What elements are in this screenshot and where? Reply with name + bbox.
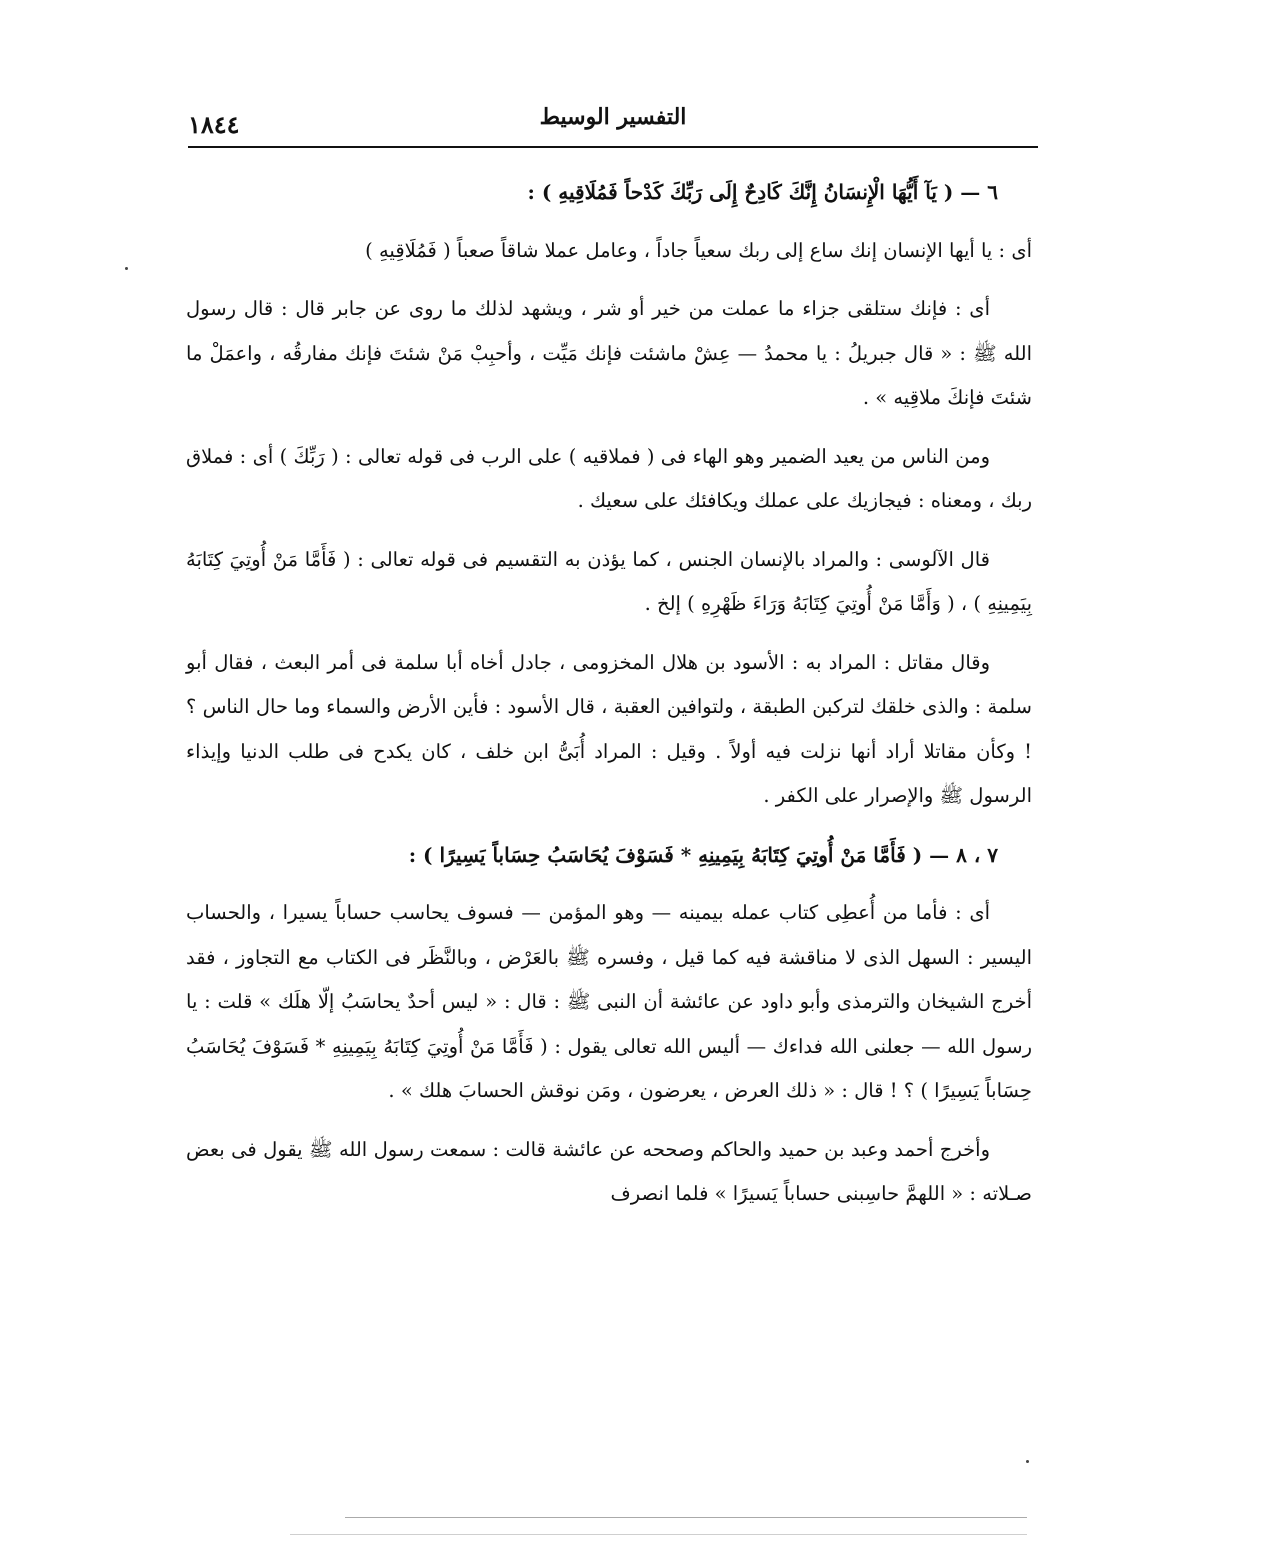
- header-rule: [188, 146, 1038, 148]
- paragraph-pronoun: ومن الناس من يعيد الضمير وهو الهاء فى ( فملاقيه ) على الرب فى قوله تعالى : ( رَبِّكَ ) أى : فملاق ربك ، ومعناه : فيجازيك على عملك ويكافئك على سعيك .: [186, 444, 1032, 512]
- paragraph-ahmad: وأخرج أحمد وعبد بن حميد والحاكم وصححه عن عائشة قالت : سمعت رسول الله ﷺ يقول فى بعض صـلاته : « اللهمَّ حاسِبنى حساباً يَسيرًا » فلما انصرف: [186, 1137, 1032, 1205]
- running-title: التفسير الوسيط: [539, 104, 687, 130]
- verse-heading-6: ٦ — ( يَآ أَيُّهَا الْإِنسَانُ إِنَّكَ كَادِحٌ إِلَى رَبِّكَ كَدْحاً فَمُلَاقِيهِ ) :: [527, 180, 998, 204]
- verse-heading-7-8: ٧ ، ٨ — ( فَأَمَّا مَنْ أُوتِيَ كِتَابَهُ بِيَمِينِهِ * فَسَوْفَ يُحَاسَبُ حِسَاباً يَسِيرًا ) :: [408, 842, 998, 867]
- paragraph-explanation-6: أى : يا أيها الإنسان إنك ساع إلى ربك سعياً جاداً ، وعامل عملا شاقاً صعباً ( فَمُلَاقِيهِ ): [365, 238, 1032, 262]
- paragraph-muqatil: وقال مقاتل : المراد به : الأسود بن هلال المخزومى ، جادل أخاه أبا سلمة فى أمر البعث ، فقال أبو سلمة : والذى خلقك لتركبن الطبقة ، ولتوافين العقبة ، قال الأسود : فأين الأرض والسماء وما حال الناس ؟ ! وكأن مقاتلا أراد أنها نزلت فيه أولاً . وقيل : المراد أُبَىُّ ابن خلف ، كان يكدح فى طلب الدنيا وإيذاء الرسول ﷺ والإصرار على الكفر .: [186, 650, 1032, 807]
- page-body: [186, 170, 1032, 1231]
- scan-line-bottom: [345, 1517, 1027, 1518]
- scan-speck: [1026, 1460, 1029, 1463]
- page-number: ١٨٤٤: [188, 110, 240, 139]
- scan-speck: [125, 267, 128, 270]
- paragraph-explanation-7-8: أى : فأما من أُعطِى كتاب عمله بيمينه — وهو المؤمن — فسوف يحاسب حساباً يسيرا ، والحساب اليسير : السهل الذى لا مناقشة فيه كما قيل ، وفسره ﷺ بالعَرْض ، وبالنَّظَر فى الكتاب مع التجاوز ، فقد أخرج الشيخان والترمذى وأبو داود عن عائشة أن النبى ﷺ : قال : « ليس أحدٌ يحاسَبُ إلّا هلَك » قلت : يا رسول الله — جعلنى الله فداءك — أليس الله تعالى يقول : ( فَأَمَّا مَنْ أُوتِيَ كِتَابَهُ بِيَمِينِهِ * فَسَوْفَ يُحَاسَبُ حِسَاباً يَسِيرًا ) ؟ ! قال : « ذلك العرض ، يعرضون ، ومَن نوقش الحسابَ هلك » .: [186, 901, 1032, 1102]
- paragraph-hadith-jabir: أى : فإنك ستلقى جزاء ما عملت من خير أو شر ، ويشهد لذلك ما روى عن جابر قال : قال رسول الله ﷺ : « قال جبريلُ : يا محمدُ — عِشْ ماشئت فإنك مَيِّت ، وأحبِبْ مَنْ شئتَ فإنك مفارقُه ، واعمَلْ ما شئتَ فإنكَ ملاقِيه » .: [186, 297, 1032, 409]
- paragraph-alusi: قال الآلوسى : والمراد بالإنسان الجنس ، كما يؤذن به التقسيم فى قوله تعالى : ( فَأَمَّا مَنْ أُوتِيَ كِتَابَهُ بِيَمِينِهِ ) ، ( وَأَمَّا مَنْ أُوتِيَ كِتَابَهُ وَرَاءَ ظَهْرِهِ ) إلخ .: [186, 547, 1032, 615]
- scan-line-bottom-2: [290, 1534, 1027, 1535]
- page-header: [188, 96, 1038, 146]
